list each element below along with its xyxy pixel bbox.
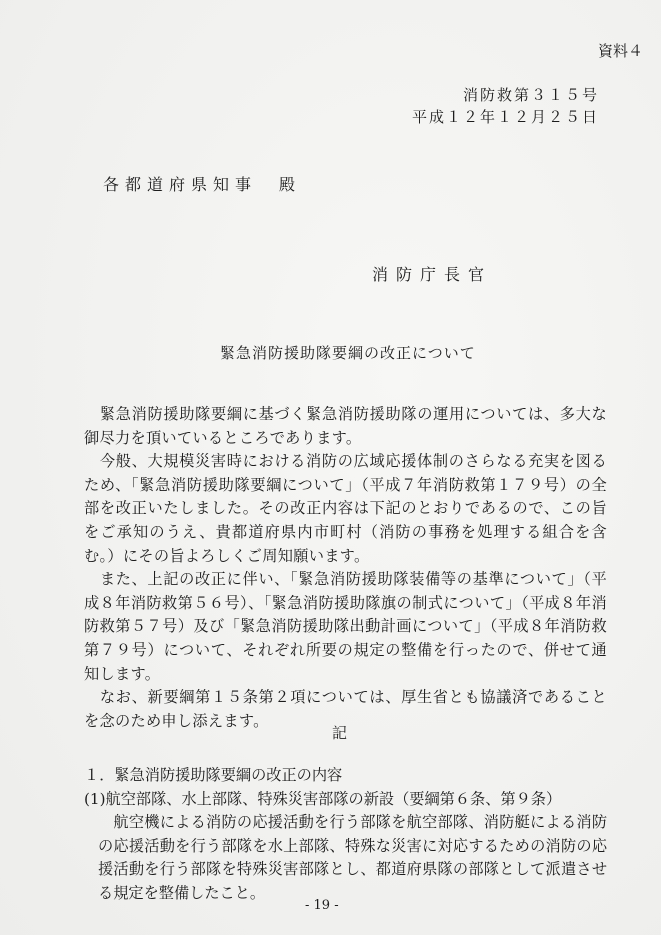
section-text: 航空機による消防の応援活動を行う部隊を航空部隊、消防艇による消防の応援活動を行う部隊を水上部隊、特殊な災害に対応するための消防の応援活動を行う部隊を特殊災害部隊とし、都道府県隊の部隊として派遣させる規定を整備したこと。 [98,813,607,902]
body-paragraph: なお、新要綱第１５条第２項については、厚生省とも協議済であることを念のため申し添えます。 [84,688,607,730]
body-paragraph: 緊急消防援助隊要綱に基づく緊急消防援助隊の運用については、多大な御尽力を頂いているところであります。 [84,405,607,447]
ki-heading: 記 [332,724,348,742]
document-date: 平成１２年１２月２５日 [411,108,599,126]
subject-title: 緊急消防援助隊要綱の改正について [220,344,476,362]
material-label: 資料４ [597,42,643,60]
sender: 消防庁長官 [372,265,493,284]
body-paragraph: また、上記の改正に伴い、「緊急消防援助隊装備等の基準について」（平成８年消防救第５６号）、「緊急消防援助隊旗の制式について」（平成８年消防救第５７号）及び「緊急消防援助隊出動計画について」（平成８年消防救第７９号）について、それぞれ所要の規定の整備を行ったので、併せて通知します。 [84,570,607,683]
addressee: 各都道府県知事 殿 [103,175,302,194]
section [84,764,607,905]
section-subheading: (1)航空部隊、水上部隊、特殊災害部隊の新設（要綱第６条、第９条） [84,789,562,808]
body-text [84,403,607,733]
page-number: - 19 - [305,898,339,913]
document-number: 消防救第３１５号 [462,86,599,104]
section-heading: １．緊急消防援助隊要綱の改正の内容 [84,766,343,784]
body-paragraph: 今般、大規模災害時における消防の広域応援体制のさらなる充実を図るため、「緊急消防援助隊要綱について」（平成７年消防救第１７９号）の全部を改正いたしました。その改正内容は下記のとおりであるので、この旨をご承知のうえ、貴都道府県内市町村（消防の事務を処理する組合を含む。）にその旨よろしくご周知願います。 [84,452,607,565]
